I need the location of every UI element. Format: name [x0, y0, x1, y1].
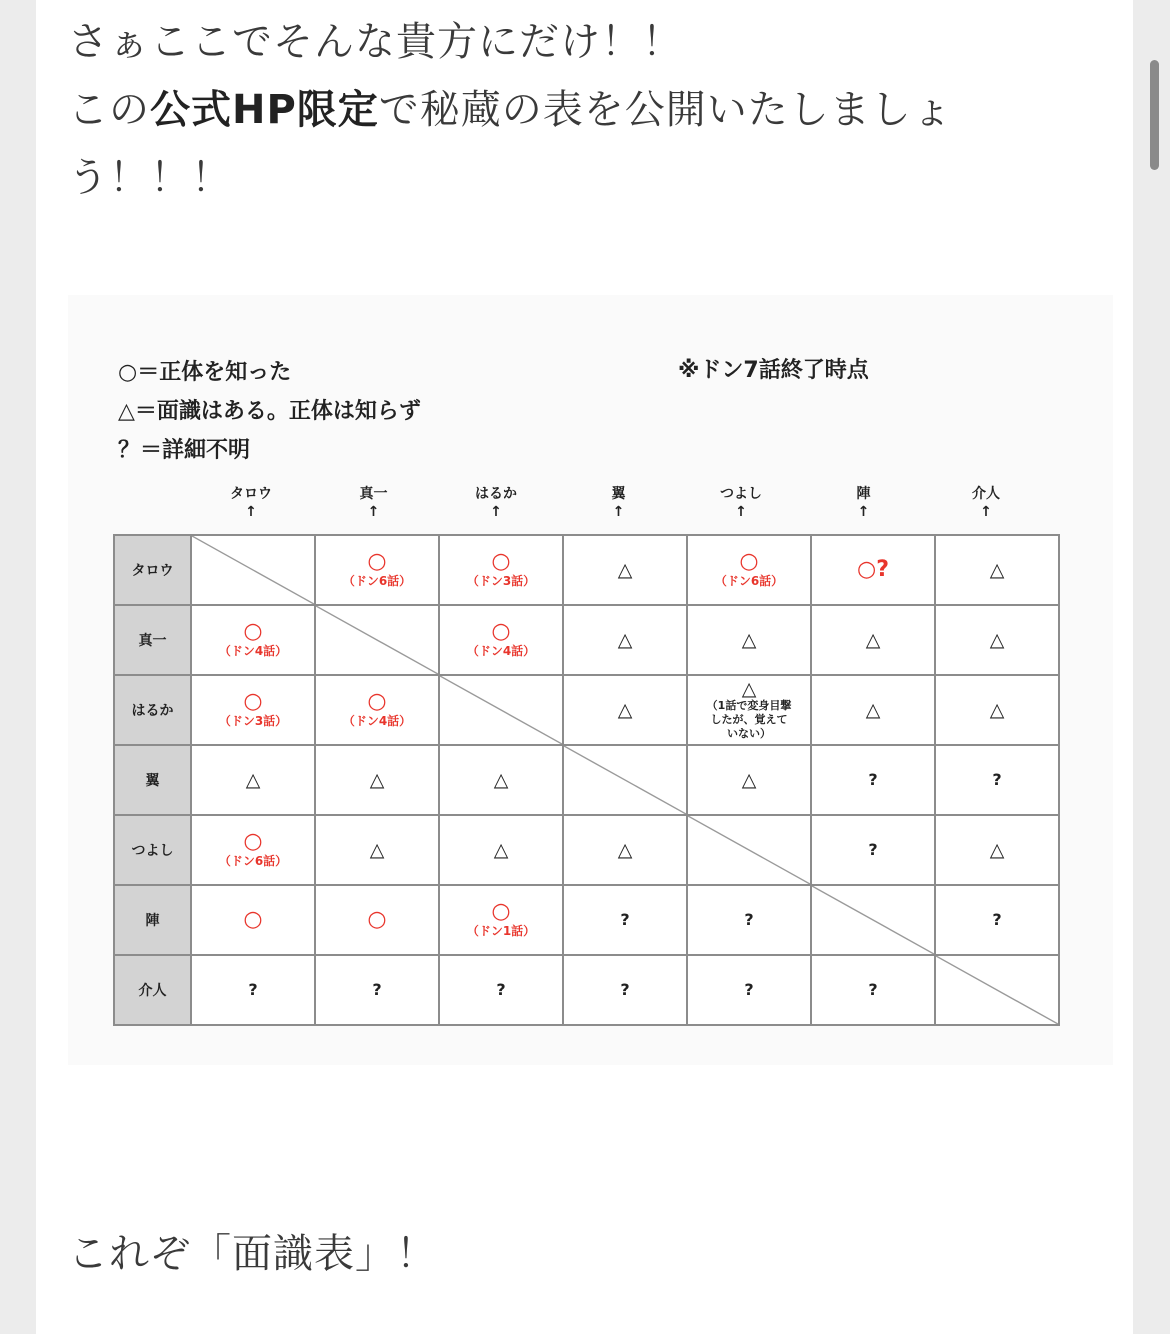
acquaintance-table-image — [68, 295, 1113, 1065]
triangle-mark: △ — [617, 559, 633, 581]
triangle-mark: △ — [741, 678, 757, 700]
column-headers — [190, 483, 1047, 523]
question-mark: ? — [372, 980, 382, 999]
table-cell — [811, 955, 935, 1025]
row-header: 陣 — [114, 885, 191, 955]
table-row — [114, 535, 1059, 605]
table-cell — [687, 535, 811, 605]
table-cell — [191, 955, 315, 1025]
up-arrow-icon: ↑ — [735, 504, 747, 520]
column-header-label: 介人 — [972, 486, 1000, 502]
table-cell — [935, 745, 1059, 815]
episode-note: （ドン3話） — [218, 714, 288, 728]
diagonal-cell — [191, 535, 315, 605]
up-arrow-icon: ↑ — [490, 504, 502, 520]
triangle-mark: △ — [989, 629, 1005, 651]
triangle-mark: △ — [369, 769, 385, 791]
intro-line-2-bold: 公式HP限定 — [150, 87, 379, 133]
outro-text: これぞ「面識表」！ — [68, 1231, 437, 1277]
table-cell — [315, 885, 439, 955]
question-mark: ? — [868, 770, 878, 789]
episode-note: （ドン4話） — [466, 644, 536, 658]
question-mark: ? — [992, 770, 1002, 789]
column-header-label: タロウ — [230, 486, 272, 502]
table-cell — [811, 745, 935, 815]
intro-line-2 — [68, 76, 1108, 144]
column-header-label: 翼 — [611, 486, 626, 502]
legend-question: ？＝詳細不明 — [118, 438, 251, 463]
up-arrow-icon: ↑ — [980, 504, 992, 520]
table-cell — [687, 605, 811, 675]
table-cell — [439, 885, 563, 955]
circle-mark: ○ — [243, 907, 263, 932]
question-mark: ? — [620, 980, 630, 999]
triangle-mark: △ — [245, 769, 261, 791]
table-cell — [811, 815, 935, 885]
diagonal-cell — [563, 745, 687, 815]
triangle-mark: △ — [493, 839, 509, 861]
table-row — [114, 605, 1059, 675]
table-cell — [315, 815, 439, 885]
up-arrow-icon: ↑ — [367, 504, 380, 520]
column-header — [435, 483, 557, 519]
circle-mark: ○? — [857, 557, 889, 582]
question-mark: ? — [744, 910, 754, 929]
legend — [118, 353, 421, 470]
table-cell — [811, 605, 935, 675]
triangle-mark: △ — [989, 559, 1005, 581]
triangle-mark: △ — [617, 699, 633, 721]
column-header — [925, 483, 1047, 519]
triangle-mark: △ — [617, 629, 633, 651]
episode-note: （ドン6話） — [218, 854, 288, 868]
table-cell — [563, 815, 687, 885]
circle-mark: ○ — [367, 549, 387, 574]
table-cell — [687, 955, 811, 1025]
circle-mark: ○ — [491, 619, 511, 644]
column-header — [680, 483, 802, 519]
table-cell — [563, 955, 687, 1025]
row-header: 介人 — [114, 955, 191, 1025]
table-cell — [439, 745, 563, 815]
episode-note: （ドン4話） — [218, 644, 288, 658]
circle-mark: ○ — [491, 899, 511, 924]
row-header: 真一 — [114, 605, 191, 675]
table-cell — [191, 675, 315, 745]
scrollbar-thumb[interactable] — [1150, 60, 1159, 170]
table-cell — [811, 675, 935, 745]
acquaintance-grid — [113, 534, 1060, 1026]
circle-mark: ○ — [243, 689, 263, 714]
circle-mark: ○ — [243, 619, 263, 644]
table-cell — [563, 535, 687, 605]
question-mark: ? — [248, 980, 258, 999]
table-cell — [935, 535, 1059, 605]
up-arrow-icon: ↑ — [612, 504, 625, 520]
diagonal-cell — [811, 885, 935, 955]
table-cell — [191, 885, 315, 955]
table-cell — [439, 815, 563, 885]
table-cell — [563, 885, 687, 955]
column-header-label: はるか — [475, 486, 517, 502]
table-cell — [191, 815, 315, 885]
table-cell — [315, 955, 439, 1025]
table-cell — [439, 955, 563, 1025]
circle-mark: ○ — [243, 829, 263, 854]
column-header-label: 真一 — [359, 486, 388, 502]
legend-circle: ○＝正体を知った — [118, 360, 292, 385]
diagonal-cell — [935, 955, 1059, 1025]
circle-mark: ○ — [367, 689, 387, 714]
article-page — [36, 0, 1133, 1334]
triangle-mark: △ — [865, 699, 881, 721]
table-cell — [315, 535, 439, 605]
diagonal-line-icon — [316, 606, 438, 674]
question-mark: ? — [992, 910, 1002, 929]
cell-note: したが、覚えて — [710, 713, 788, 726]
table-cell — [439, 605, 563, 675]
row-header: つよし — [114, 815, 191, 885]
row-header: 翼 — [114, 745, 191, 815]
circle-mark: ○ — [739, 549, 759, 574]
table-cell — [563, 605, 687, 675]
cell-note: いない） — [727, 727, 771, 740]
triangle-mark: △ — [493, 769, 509, 791]
table-cell — [935, 815, 1059, 885]
row-header: はるか — [114, 675, 191, 745]
table-row — [114, 815, 1059, 885]
table-cell — [563, 675, 687, 745]
intro-line-1: さぁここでそんな貴方にだけ！！ — [68, 19, 683, 65]
table-cell — [687, 885, 811, 955]
column-header — [558, 483, 680, 519]
episode-note: （ドン1話） — [466, 924, 536, 938]
column-header — [190, 483, 312, 519]
table-cell — [439, 535, 563, 605]
diagonal-line-icon — [688, 816, 810, 884]
column-header-label: つよし — [720, 486, 762, 502]
question-mark: ? — [496, 980, 506, 999]
circle-mark: ○ — [491, 549, 511, 574]
question-mark: ? — [868, 980, 878, 999]
table-cell — [191, 605, 315, 675]
cell-note: （1話で変身目撃 — [706, 699, 792, 712]
diagonal-line-icon — [564, 746, 686, 814]
intro-line-3: う！！！ — [68, 155, 232, 201]
row-header: タロウ — [114, 535, 191, 605]
question-mark: ? — [868, 840, 878, 859]
diagonal-cell — [439, 675, 563, 745]
intro-line-2-start: この — [68, 87, 150, 133]
legend-triangle: △＝面識はある。正体は知らず — [118, 399, 421, 424]
table-cell — [315, 745, 439, 815]
table-row — [114, 955, 1059, 1025]
table-cell — [687, 675, 811, 745]
diagonal-line-icon — [440, 676, 562, 744]
episode-note: （ドン4話） — [342, 714, 412, 728]
table-row — [114, 745, 1059, 815]
up-arrow-icon: ↑ — [857, 504, 870, 520]
triangle-mark: △ — [741, 629, 757, 651]
time-note: ※ドン7話終了時点 — [678, 358, 869, 383]
triangle-mark: △ — [617, 839, 633, 861]
diagonal-line-icon — [936, 956, 1058, 1024]
diagonal-cell — [315, 605, 439, 675]
table-cell — [315, 675, 439, 745]
episode-note: （ドン6話） — [714, 574, 784, 588]
triangle-mark: △ — [989, 699, 1005, 721]
diagonal-cell — [687, 815, 811, 885]
diagonal-line-icon — [812, 886, 934, 954]
column-header — [313, 483, 435, 519]
question-mark: ? — [744, 980, 754, 999]
question-mark: ? — [620, 910, 630, 929]
table-cell — [935, 885, 1059, 955]
circle-mark: ○ — [367, 907, 387, 932]
diagonal-line-icon — [192, 536, 314, 604]
column-header-label: 陣 — [856, 486, 871, 502]
triangle-mark: △ — [741, 769, 757, 791]
intro-line-2-end: で秘蔵の表を公開いたしましょ — [378, 87, 953, 133]
table-cell — [687, 745, 811, 815]
table-cell — [935, 675, 1059, 745]
table-cell — [935, 605, 1059, 675]
intro-text — [68, 8, 1108, 212]
triangle-mark: △ — [865, 629, 881, 651]
episode-note: （ドン6話） — [342, 574, 412, 588]
up-arrow-icon: ↑ — [245, 504, 257, 520]
table-cell — [191, 745, 315, 815]
table-cell — [811, 535, 935, 605]
table-row — [114, 885, 1059, 955]
triangle-mark: △ — [989, 839, 1005, 861]
episode-note: （ドン3話） — [466, 574, 536, 588]
column-header — [803, 483, 925, 519]
triangle-mark: △ — [369, 839, 385, 861]
table-row — [114, 675, 1059, 745]
